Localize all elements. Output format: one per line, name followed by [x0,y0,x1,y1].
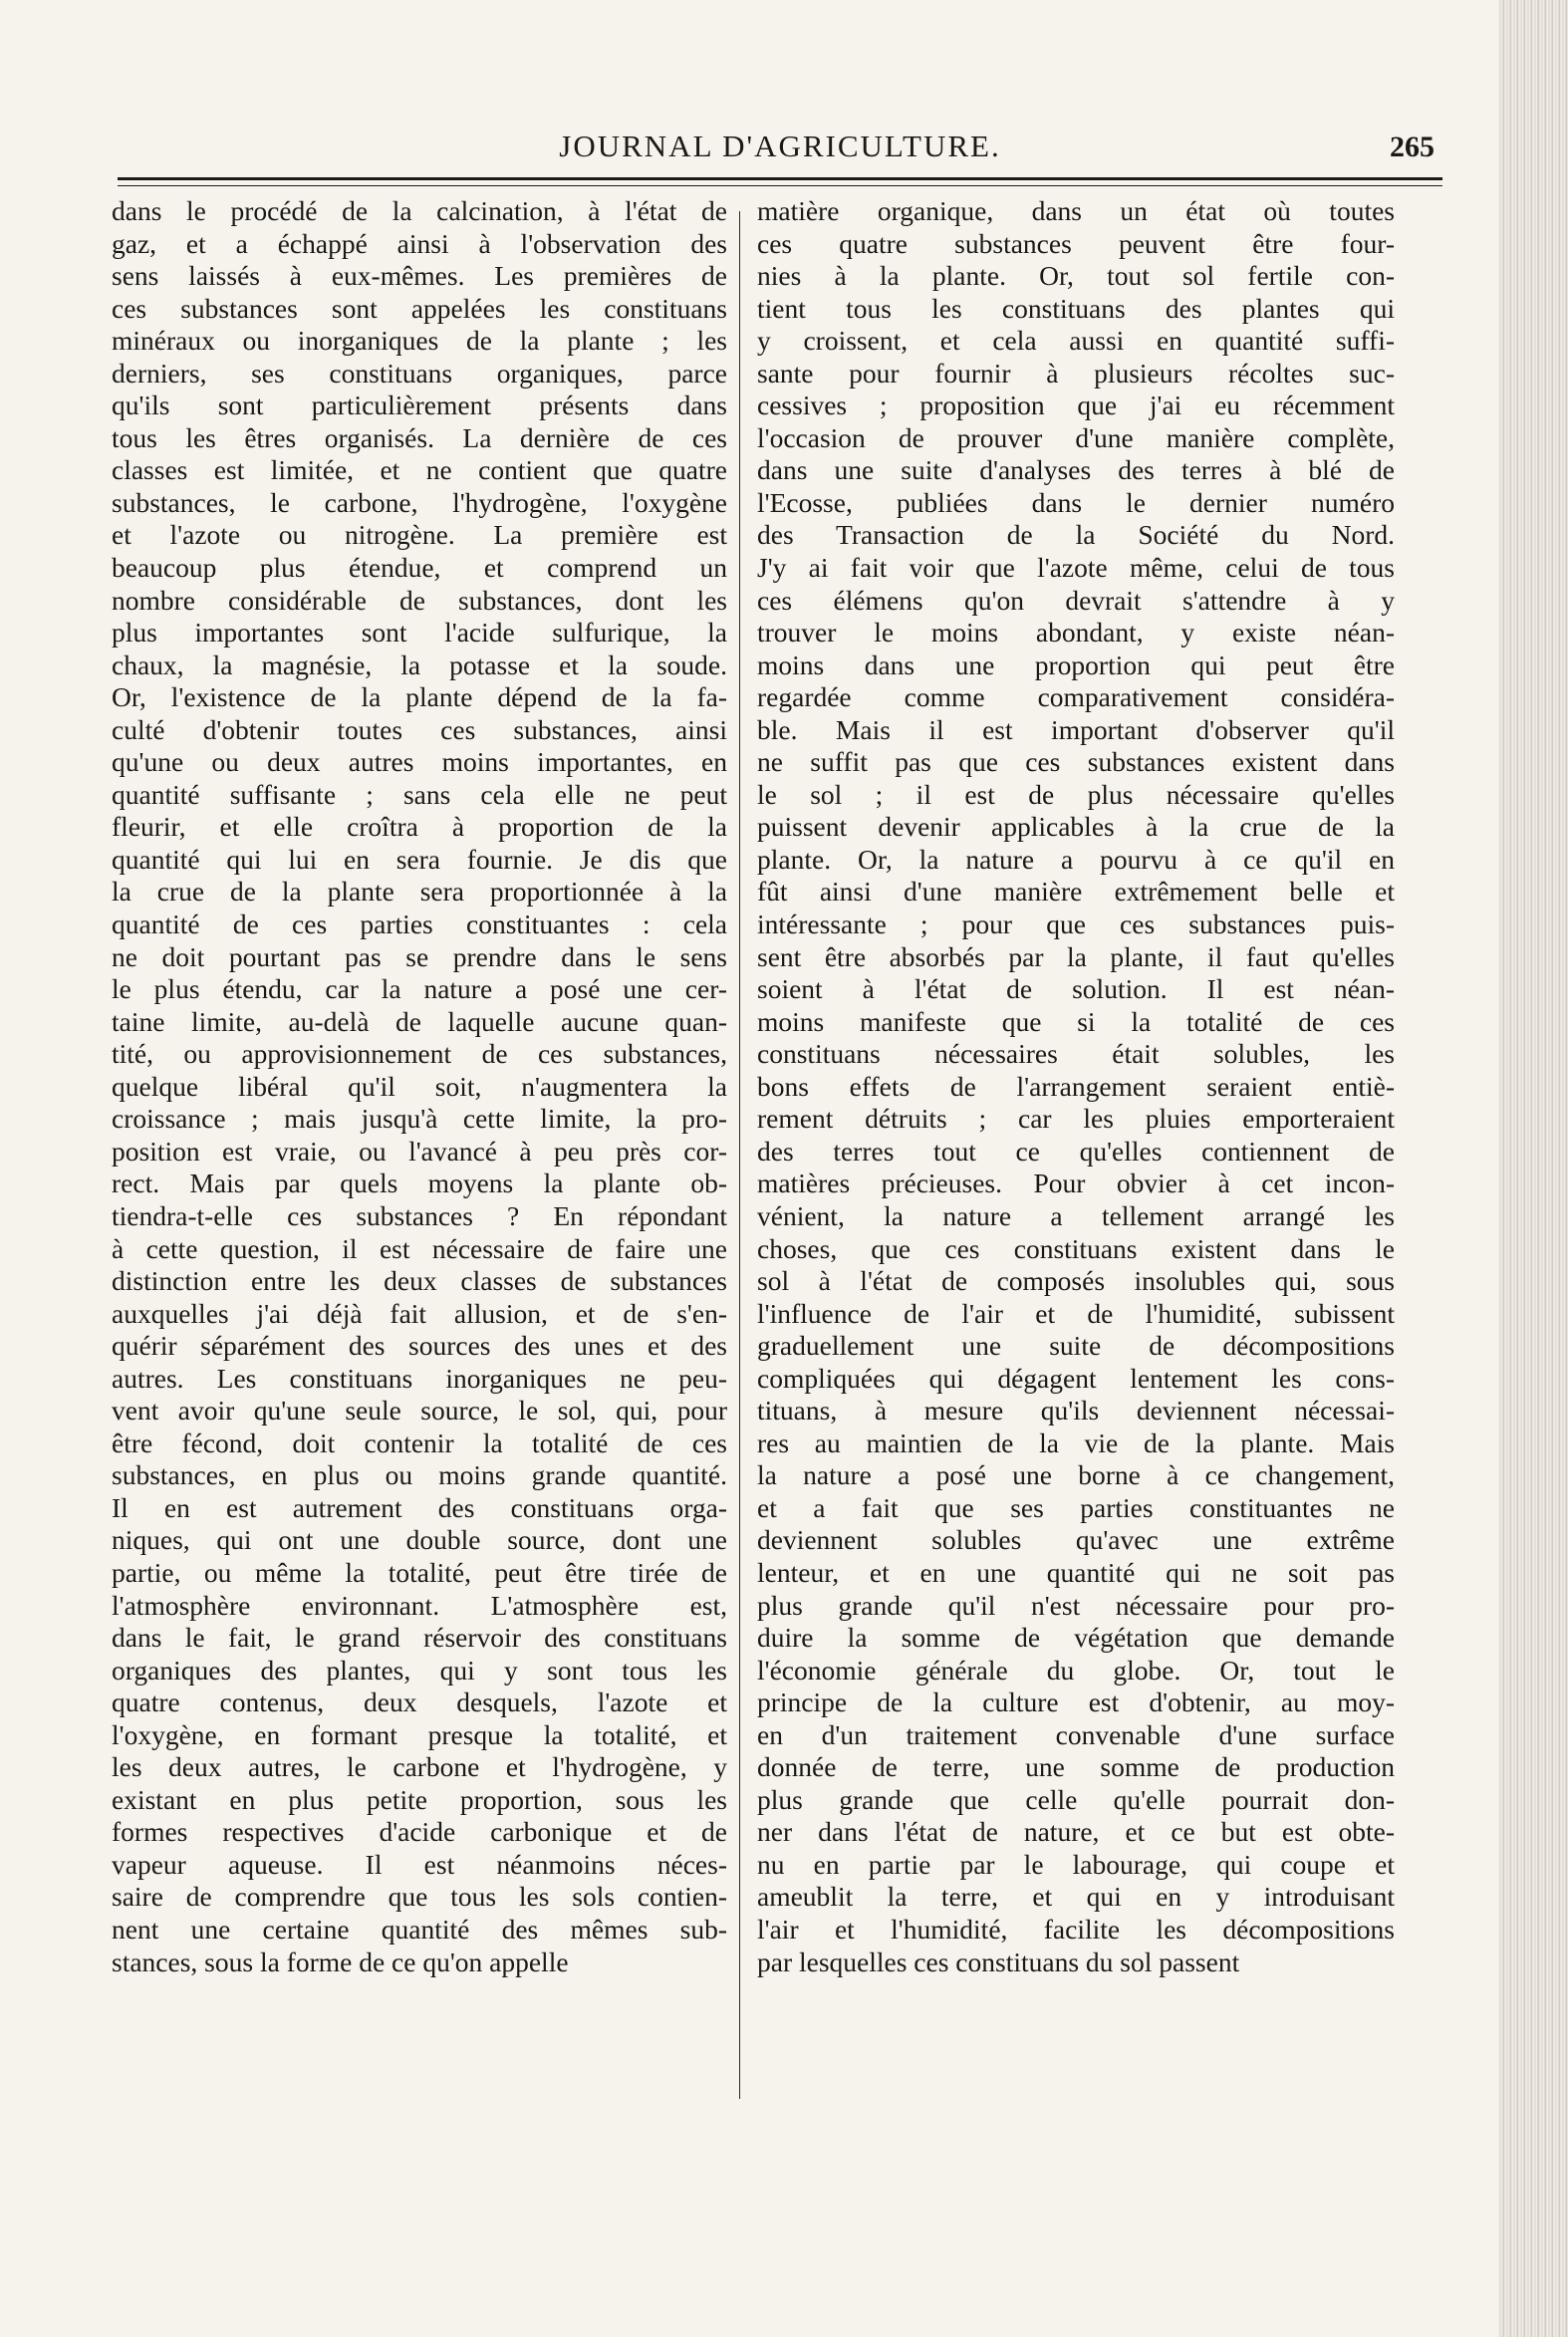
text-line: l'influence de l'air et de l'humidité, subissent [757,1297,1395,1329]
text-line: l'économie générale du globe. Or, tout le [757,1654,1395,1686]
text-line: sol à l'état de composés insolubles qui, sous [757,1265,1395,1297]
text-line: J'y ai fait voir que l'azote même, celui de tous [757,552,1395,584]
text-line: tient tous les constituans des plantes qui [757,292,1395,324]
text-line: l'oxygène, en formant presque la totalité, et [112,1718,727,1750]
text-line: matière organique, dans un état où toutes [757,195,1395,226]
text-line: autres. Les constituans inorganiques ne peu- [112,1362,727,1394]
text-line: gaz, et a échappé ainsi à l'observation des [112,227,727,259]
text-line: position est vraie, ou l'avancé à peu près cor- [112,1135,727,1167]
text-line: des Transaction de la Société du Nord. [757,519,1395,551]
text-line: quatre contenus, deux desquels, l'azote et [112,1687,727,1718]
text-line: lenteur, et en une quantité qui ne soit pas [757,1556,1395,1588]
text-line: intéressante ; pour que ces substances puis- [757,909,1395,940]
header-rule-thin [118,185,1442,186]
text-line: nu en partie par le labourage, qui coupe et [757,1848,1395,1880]
text-line: des terres tout ce qu'elles contiennent de [757,1135,1395,1167]
text-line: quelque libéral qu'il soit, n'augmentera la [112,1070,727,1102]
text-line: à cette question, il est nécessaire de faire une [112,1232,727,1264]
text-line: regardée comme comparativement considéra- [757,681,1395,713]
text-line: la nature a posé une borne à ce changement, [757,1459,1395,1491]
text-line: duire la somme de végétation que demande [757,1622,1395,1654]
text-line: sante pour fournir à plusieurs récoltes suc- [757,357,1395,389]
text-line: derniers, ses constituans organiques, parce [112,357,727,389]
text-line: tituans, à mesure qu'ils deviennent nécessai- [757,1395,1395,1427]
text-line: chaux, la magnésie, la potasse et la soude. [112,649,727,680]
text-line: croissance ; mais jusqu'à cette limite, la pro- [112,1103,727,1135]
text-line: substances, en plus ou moins grande quantité. [112,1459,727,1491]
text-line: dans une suite d'analyses des terres à blé de [757,454,1395,486]
text-line: l'occasion de prouver d'une manière complète, [757,421,1395,453]
text-line: quantité de ces parties constituantes : cela [112,909,727,940]
text-line: donnée de terre, une somme de production [757,1751,1395,1783]
text-line: rement détruits ; car les pluies emporteraient [757,1103,1395,1135]
text-line: organiques des plantes, qui y sont tous les [112,1654,727,1686]
text-line: le plus étendu, car la nature a posé une cer- [112,973,727,1005]
text-line: culté d'obtenir toutes ces substances, ainsi [112,713,727,745]
text-line: cessives ; proposition que j'ai eu récemment [757,390,1395,421]
text-line: soient à l'état de solution. Il est néan- [757,973,1395,1005]
text-line: puissent devenir applicables à la crue de la [757,811,1395,843]
text-line: bons effets de l'arrangement seraient entiè- [757,1070,1395,1102]
text-line: deviennent solubles qu'avec une extrême [757,1524,1395,1556]
text-line: substances, le carbone, l'hydrogène, l'oxygène [112,486,727,518]
text-line: sent être absorbés par la plante, il faut qu'elles [757,940,1395,972]
text-line: le sol ; il est de plus nécessaire qu'elles [757,778,1395,810]
text-line: Or, l'existence de la plante dépend de la fa- [112,681,727,713]
text-line: Il en est autrement des constituans orga- [112,1491,727,1523]
text-line: ces substances sont appelées les constituans [112,292,727,324]
text-line: ces élémens qu'on devrait s'attendre à y [757,584,1395,616]
text-line: ameublit la terre, et qui en y introduisant [757,1881,1395,1913]
text-line: nombre considérable de substances, dont les [112,584,727,616]
text-line: ne suffit pas que ces substances existent dans [757,746,1395,778]
text-line: plus importantes sont l'acide sulfurique, la [112,617,727,649]
text-line: stances, sous la forme de ce qu'on appelle [112,1946,569,1977]
text-line: rect. Mais par quels moyens la plante ob- [112,1168,727,1199]
text-line: l'atmosphère environnant. L'atmosphère est, [112,1589,727,1621]
text-line: fleurir, et elle croîtra à proportion de la [112,811,727,843]
text-line: quantité suffisante ; sans cela elle ne peut [112,778,727,810]
text-line: sens laissés à eux-mêmes. Les premières de [112,260,727,292]
text-line: qu'une ou deux autres moins importantes, en [112,746,727,778]
text-line: dans le procédé de la calcination, à l'état de [112,195,727,226]
text-line: saire de comprendre que tous les sols contien- [112,1881,727,1913]
text-line: res au maintien de la vie de la plante. Mais [757,1427,1395,1458]
left-column [112,195,727,2148]
text-line: principe de la culture est d'obtenir, au moy- [757,1687,1395,1718]
text-line: niques, qui ont une double source, dont une [112,1524,727,1556]
text-line: constituans nécessaires était solubles, les [757,1038,1395,1070]
text-line: et a fait que ses parties constituantes ne [757,1491,1395,1523]
text-line: taine limite, au-delà de laquelle aucune quan- [112,1005,727,1037]
text-line: compliquées qui dégagent lentement les cons- [757,1362,1395,1394]
journal-title: JOURNAL D'AGRICULTURE. [559,129,1001,163]
text-line: distinction entre les deux classes de substances [112,1265,727,1297]
text-line: en d'un traitement convenable d'une surface [757,1718,1395,1750]
text-line: vapeur aqueuse. Il est néanmoins néces- [112,1848,727,1880]
text-line: être fécond, doit contenir la totalité de ces [112,1427,727,1458]
text-line: vénient, la nature a tellement arrangé les [757,1199,1395,1231]
text-line: l'air et l'humidité, facilite les décompositions [757,1913,1395,1945]
right-column [757,195,1395,2148]
text-line: matières précieuses. Pour obvier à cet incon- [757,1168,1395,1199]
text-line: quantité qui lui en sera fournie. Je dis que [112,843,727,875]
text-line: existant en plus petite proportion, sous les [112,1783,727,1815]
text-line: beaucoup plus étendue, et comprend un [112,552,727,584]
text-line: par lesquelles ces constituans du sol passent [757,1946,1240,1977]
text-line: graduellement une suite de décompositions [757,1330,1395,1362]
text-line: ner dans l'état de nature, et ce but est obte- [757,1816,1395,1848]
text-line: fût ainsi d'une manière extrêmement belle et [757,876,1395,908]
text-line: classes est limitée, et ne contient que quatre [112,454,727,486]
text-line: moins manifeste que si la totalité de ces [757,1005,1395,1037]
text-line: vent avoir qu'une seule source, le sol, qui, pour [112,1395,727,1427]
text-line: les deux autres, le carbone et l'hydrogène, y [112,1751,727,1783]
column-divider [739,211,740,2099]
text-line: nies à la plante. Or, tout sol fertile con- [757,260,1395,292]
text-line: l'Ecosse, publiées dans le dernier numéro [757,486,1395,518]
text-line: ble. Mais il est important d'observer qu'il [757,713,1395,745]
text-line: auxquelles j'ai déjà fait allusion, et de s'en- [112,1297,727,1329]
text-line: minéraux ou inorganiques de la plante ; les [112,325,727,357]
text-line: ne doit pourtant pas se prendre dans le sens [112,940,727,972]
text-line: partie, ou même la totalité, peut être tirée de [112,1556,727,1588]
text-line: formes respectives d'acide carbonique et de [112,1816,727,1848]
text-line: nent une certaine quantité des mêmes sub- [112,1913,727,1945]
text-line: tiendra-t-elle ces substances ? En répondant [112,1199,727,1231]
text-line: ces quatre substances peuvent être four- [757,227,1395,259]
page-number: 265 [1390,130,1435,163]
text-line: y croissent, et cela aussi en quantité suffi- [757,325,1395,357]
page-binding-edge [1498,0,1568,2337]
text-line: trouver le moins abondant, y existe néan- [757,617,1395,649]
text-line: quérir séparément des sources des unes et des [112,1330,727,1362]
text-line: qu'ils sont particulièrement présents dans [112,390,727,421]
text-line: moins dans une proportion qui peut être [757,649,1395,680]
text-line: la crue de la plante sera proportionnée à la [112,876,727,908]
text-line: plus grande que celle qu'elle pourrait don- [757,1783,1395,1815]
text-line: choses, que ces constituans existent dans le [757,1232,1395,1264]
text-line: tité, ou approvisionnement de ces substances, [112,1038,727,1070]
text-line: plante. Or, la nature a pourvu à ce qu'il en [757,843,1395,875]
text-line: tous les êtres organisés. La dernière de ces [112,421,727,453]
text-line: plus grande qu'il n'est nécessaire pour pro- [757,1589,1395,1621]
header-rule [118,177,1442,180]
text-line: et l'azote ou nitrogène. La première est [112,519,727,551]
text-line: dans le fait, le grand réservoir des constituans [112,1622,727,1654]
page-header [118,125,1442,174]
